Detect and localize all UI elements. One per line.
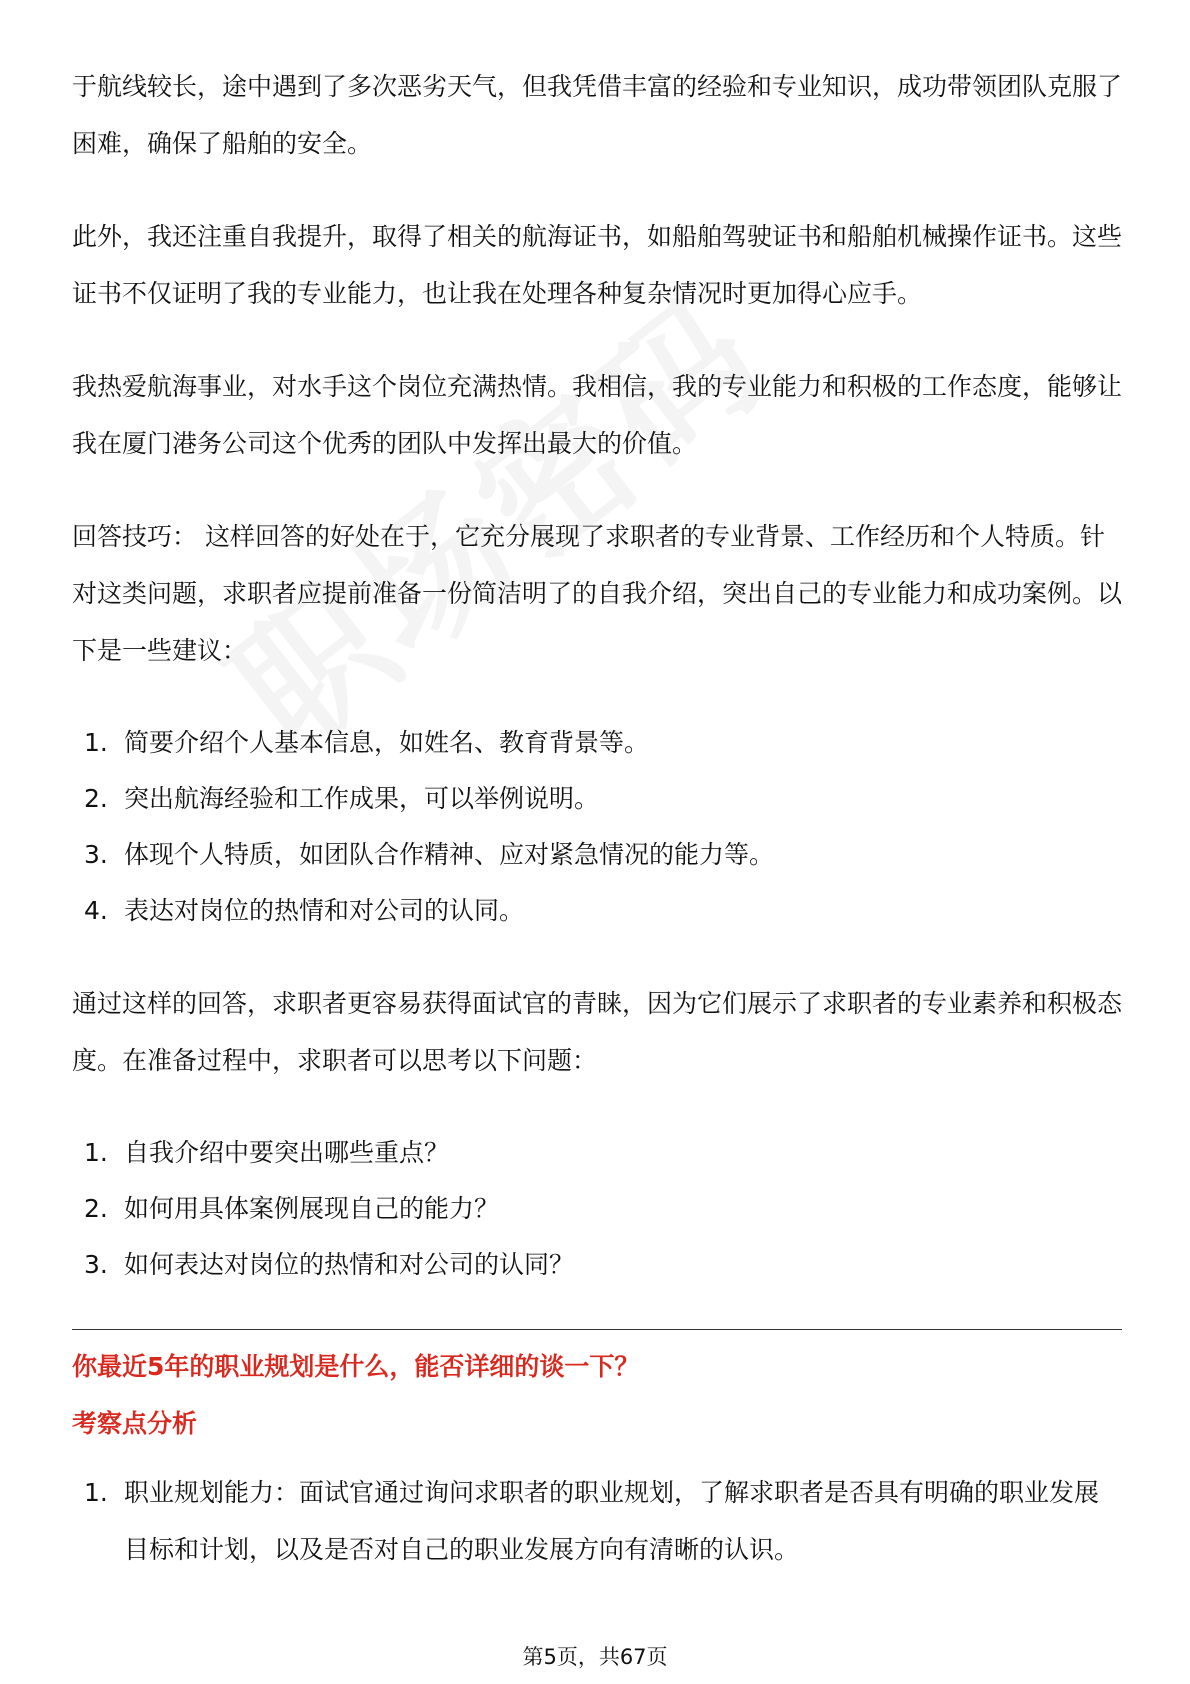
list-number: 2. <box>84 784 108 813</box>
list-item <box>72 1181 1122 1237</box>
page-content <box>72 58 1122 1614</box>
list-number: 3. <box>84 1250 108 1279</box>
paragraph-2: 此外，我还注重自我提升，取得了相关的航海证书，如船舶驾驶证书和船舶机械操作证书。这些证书不仅证明了我的专业能力，也让我在处理各种复杂情况时更加得心应手。 <box>72 222 1123 308</box>
list-item <box>72 883 1122 939</box>
analysis-list <box>72 1464 1122 1578</box>
paragraph-1: 于航线较长，途中遇到了多次恶劣天气，但我凭借丰富的经验和专业知识，成功带领团队克服了困难，确保了船舶的安全。 <box>72 72 1123 158</box>
list-text: 如何表达对岗位的热情和对公司的认同？ <box>124 1250 575 1279</box>
list-item <box>72 1237 1122 1293</box>
list-text: 体现个人特质，如团队合作精神、应对紧急情况的能力等。 <box>124 840 775 869</box>
list-number: 1. <box>84 1138 108 1167</box>
list-text: 如何用具体案例展现自己的能力？ <box>124 1194 500 1223</box>
list-text: 表达对岗位的热情和对公司的认同。 <box>124 896 525 925</box>
list-item <box>72 1464 1122 1578</box>
question-list <box>72 1125 1122 1293</box>
list-text: 简要介绍个人基本信息，如姓名、教育背景等。 <box>124 728 650 757</box>
list-text: 自我介绍中要突出哪些重点？ <box>124 1138 450 1167</box>
list-item <box>72 1125 1122 1181</box>
paragraph-5: 通过这样的回答，求职者更容易获得面试官的青睐，因为它们展示了求职者的专业素养和积极态度。在准备过程中，求职者可以思考以下问题： <box>72 989 1123 1075</box>
analysis-heading: 考察点分析 <box>72 1409 198 1438</box>
list-item <box>72 771 1122 827</box>
list-item <box>72 715 1122 771</box>
list-text: 突出航海经验和工作成果，可以举例说明。 <box>124 784 600 813</box>
suggestion-list <box>72 715 1122 939</box>
interview-question: 你最近5年的职业规划是什么，能否详细的谈一下？ <box>72 1352 640 1381</box>
section-divider <box>72 1329 1122 1330</box>
list-number: 1. <box>84 728 108 757</box>
list-item <box>72 827 1122 883</box>
paragraph-3: 我热爱航海事业，对水手这个岗位充满热情。我相信，我的专业能力和积极的工作态度，能够让我在厦门港务公司这个优秀的团队中发挥出最大的价值。 <box>72 372 1123 458</box>
list-number: 4. <box>84 896 108 925</box>
paragraph-tips: 回答技巧： 这样回答的好处在于，它充分展现了求职者的专业背景、工作经历和个人特质。针对这类问题，求职者应提前准备一份简洁明了的自我介绍，突出自己的专业能力和成功案例。以下是一些建议： <box>72 522 1123 665</box>
list-number: 1. <box>84 1478 108 1507</box>
list-number: 3. <box>84 840 108 869</box>
list-number: 2. <box>84 1194 108 1223</box>
list-text: 职业规划能力：面试官通过询问求职者的职业规划，了解求职者是否具有明确的职业发展目标和计划，以及是否对自己的职业发展方向有清晰的认识。 <box>124 1478 1100 1564</box>
page-footer: 第5页，共67页 <box>522 1645 668 1669</box>
